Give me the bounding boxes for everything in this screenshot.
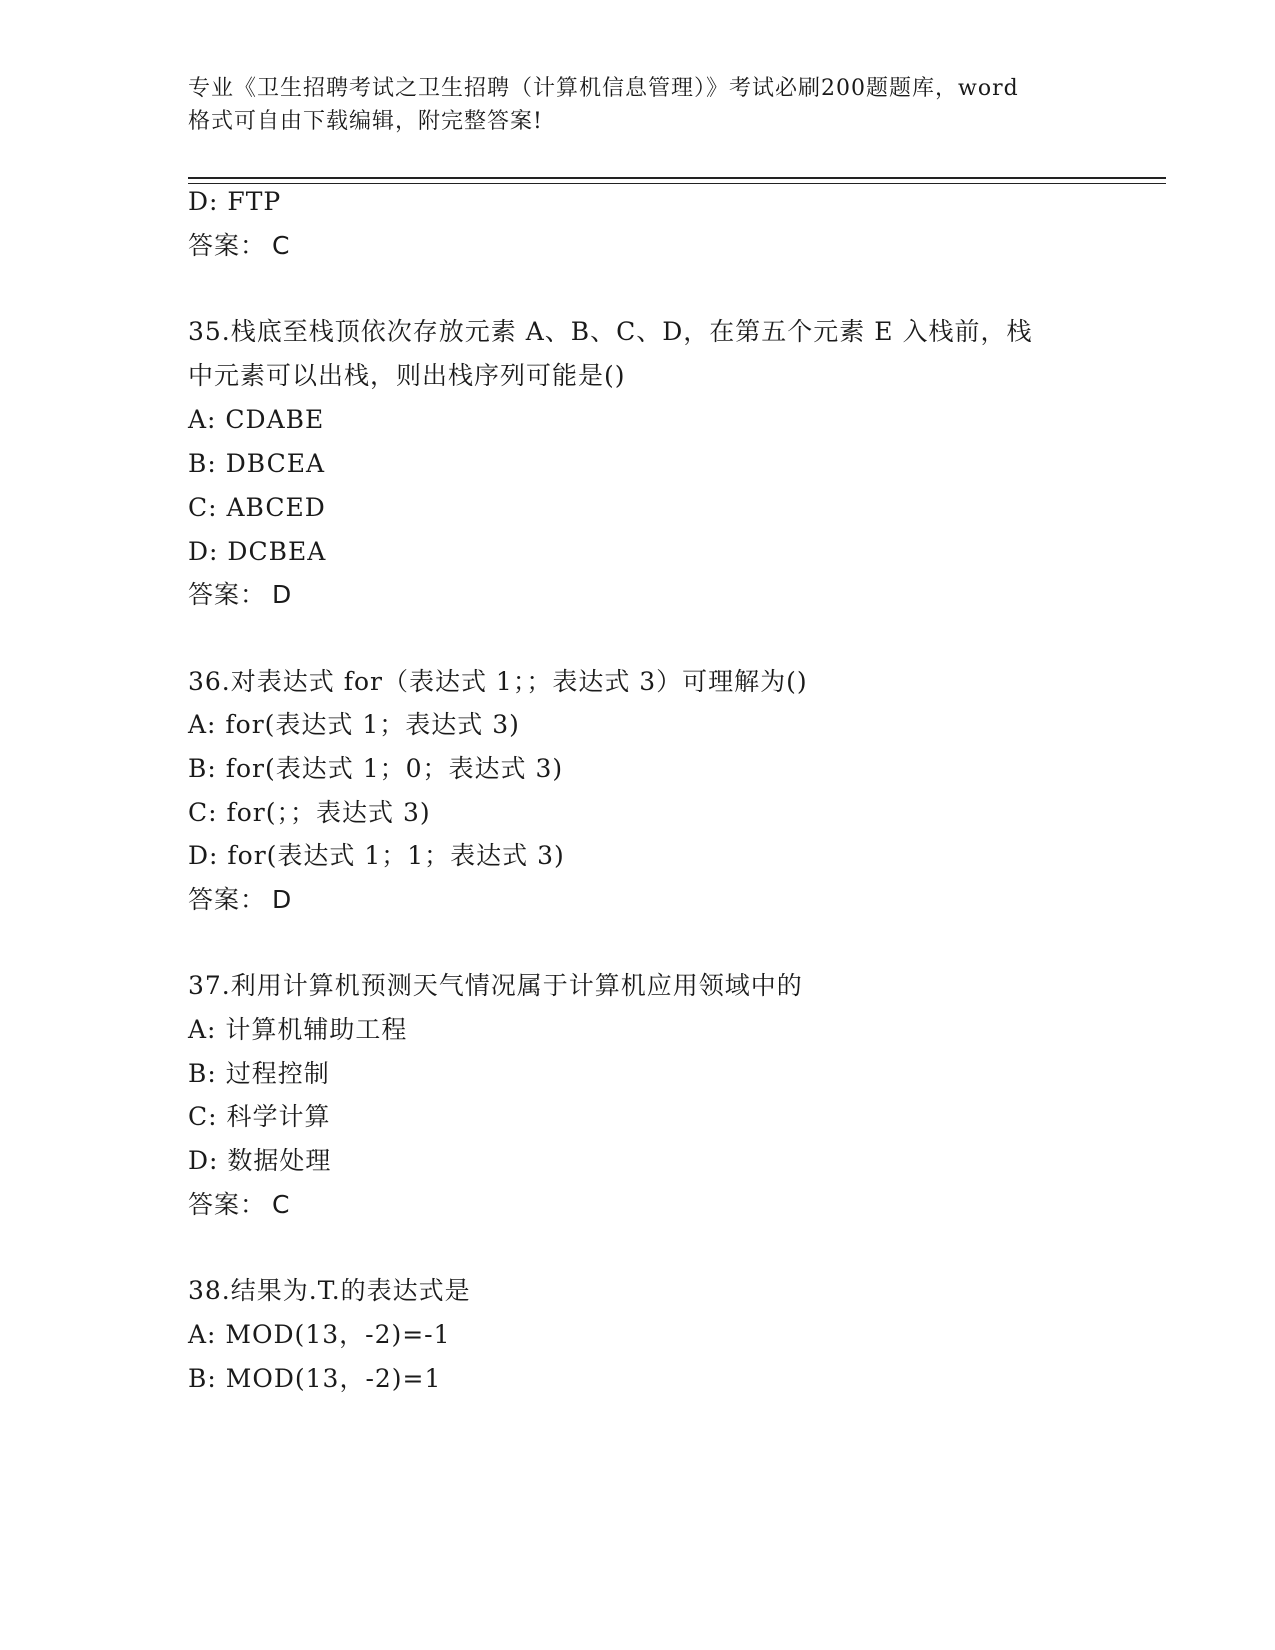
- header-divider-thick: [188, 177, 1166, 179]
- question-35-option-d: D: DCBEA: [188, 537, 327, 566]
- prev-option-d: D: FTP: [188, 187, 282, 216]
- answer-value: D: [272, 885, 293, 914]
- question-37-stem-line-1: 37.利用计算机预测天气情况属于计算机应用领域中的: [188, 971, 803, 1000]
- question-38-option-b: B: MOD(13，-2)=1: [188, 1364, 442, 1393]
- answer-value: C: [272, 1190, 291, 1219]
- question-37-option-d: D: 数据处理: [188, 1146, 332, 1175]
- question-36-stem-line-1: 36.对表达式 for（表达式 1；；表达式 3）可理解为(): [188, 667, 808, 696]
- answer-value: D: [272, 580, 293, 609]
- question-35-option-a: A: CDABE: [188, 405, 325, 434]
- question-36-answer: [188, 884, 292, 916]
- question-38-stem-line-1: 38.结果为.T.的表达式是: [188, 1276, 471, 1305]
- answer-label: 答案：: [188, 1190, 267, 1219]
- question-36-option-c: C: for(；；表达式 3): [188, 798, 431, 827]
- question-37-option-b: B: 过程控制: [188, 1059, 330, 1088]
- question-35-option-b: B: DBCEA: [188, 449, 326, 478]
- question-36-option-a: A: for(表达式 1；表达式 3): [188, 710, 520, 739]
- question-36-option-b: B: for(表达式 1；0；表达式 3): [188, 754, 564, 783]
- prev-answer: [188, 230, 290, 262]
- question-38-option-a: A: MOD(13，-2)=-1: [188, 1320, 451, 1349]
- answer-label: 答案：: [188, 231, 267, 260]
- header-line-2: 格式可自由下载编辑，附完整答案!: [188, 109, 543, 134]
- question-35-answer: [188, 579, 292, 611]
- answer-value: C: [272, 231, 291, 260]
- question-35-stem-line-2: 中元素可以出栈，则出栈序列可能是(): [188, 361, 626, 390]
- header-line-1: 专业《卫生招聘考试之卫生招聘（计算机信息管理）》考试必刷200题题库，word: [188, 76, 1019, 101]
- question-37-answer: [188, 1189, 290, 1221]
- question-37-option-c: C: 科学计算: [188, 1102, 331, 1131]
- question-36-option-d: D: for(表达式 1；1；表达式 3): [188, 841, 565, 870]
- question-35-option-c: C: ABCED: [188, 493, 326, 522]
- answer-label: 答案：: [188, 580, 267, 609]
- document-header: [188, 72, 1088, 138]
- question-35-stem-line-1: 35.栈底至栈顶依次存放元素 A、B、C、D，在第五个元素 E 入栈前，栈: [188, 317, 1033, 346]
- header-divider-thin: [188, 183, 1166, 184]
- question-37-option-a: A: 计算机辅助工程: [188, 1015, 408, 1044]
- answer-label: 答案：: [188, 885, 267, 914]
